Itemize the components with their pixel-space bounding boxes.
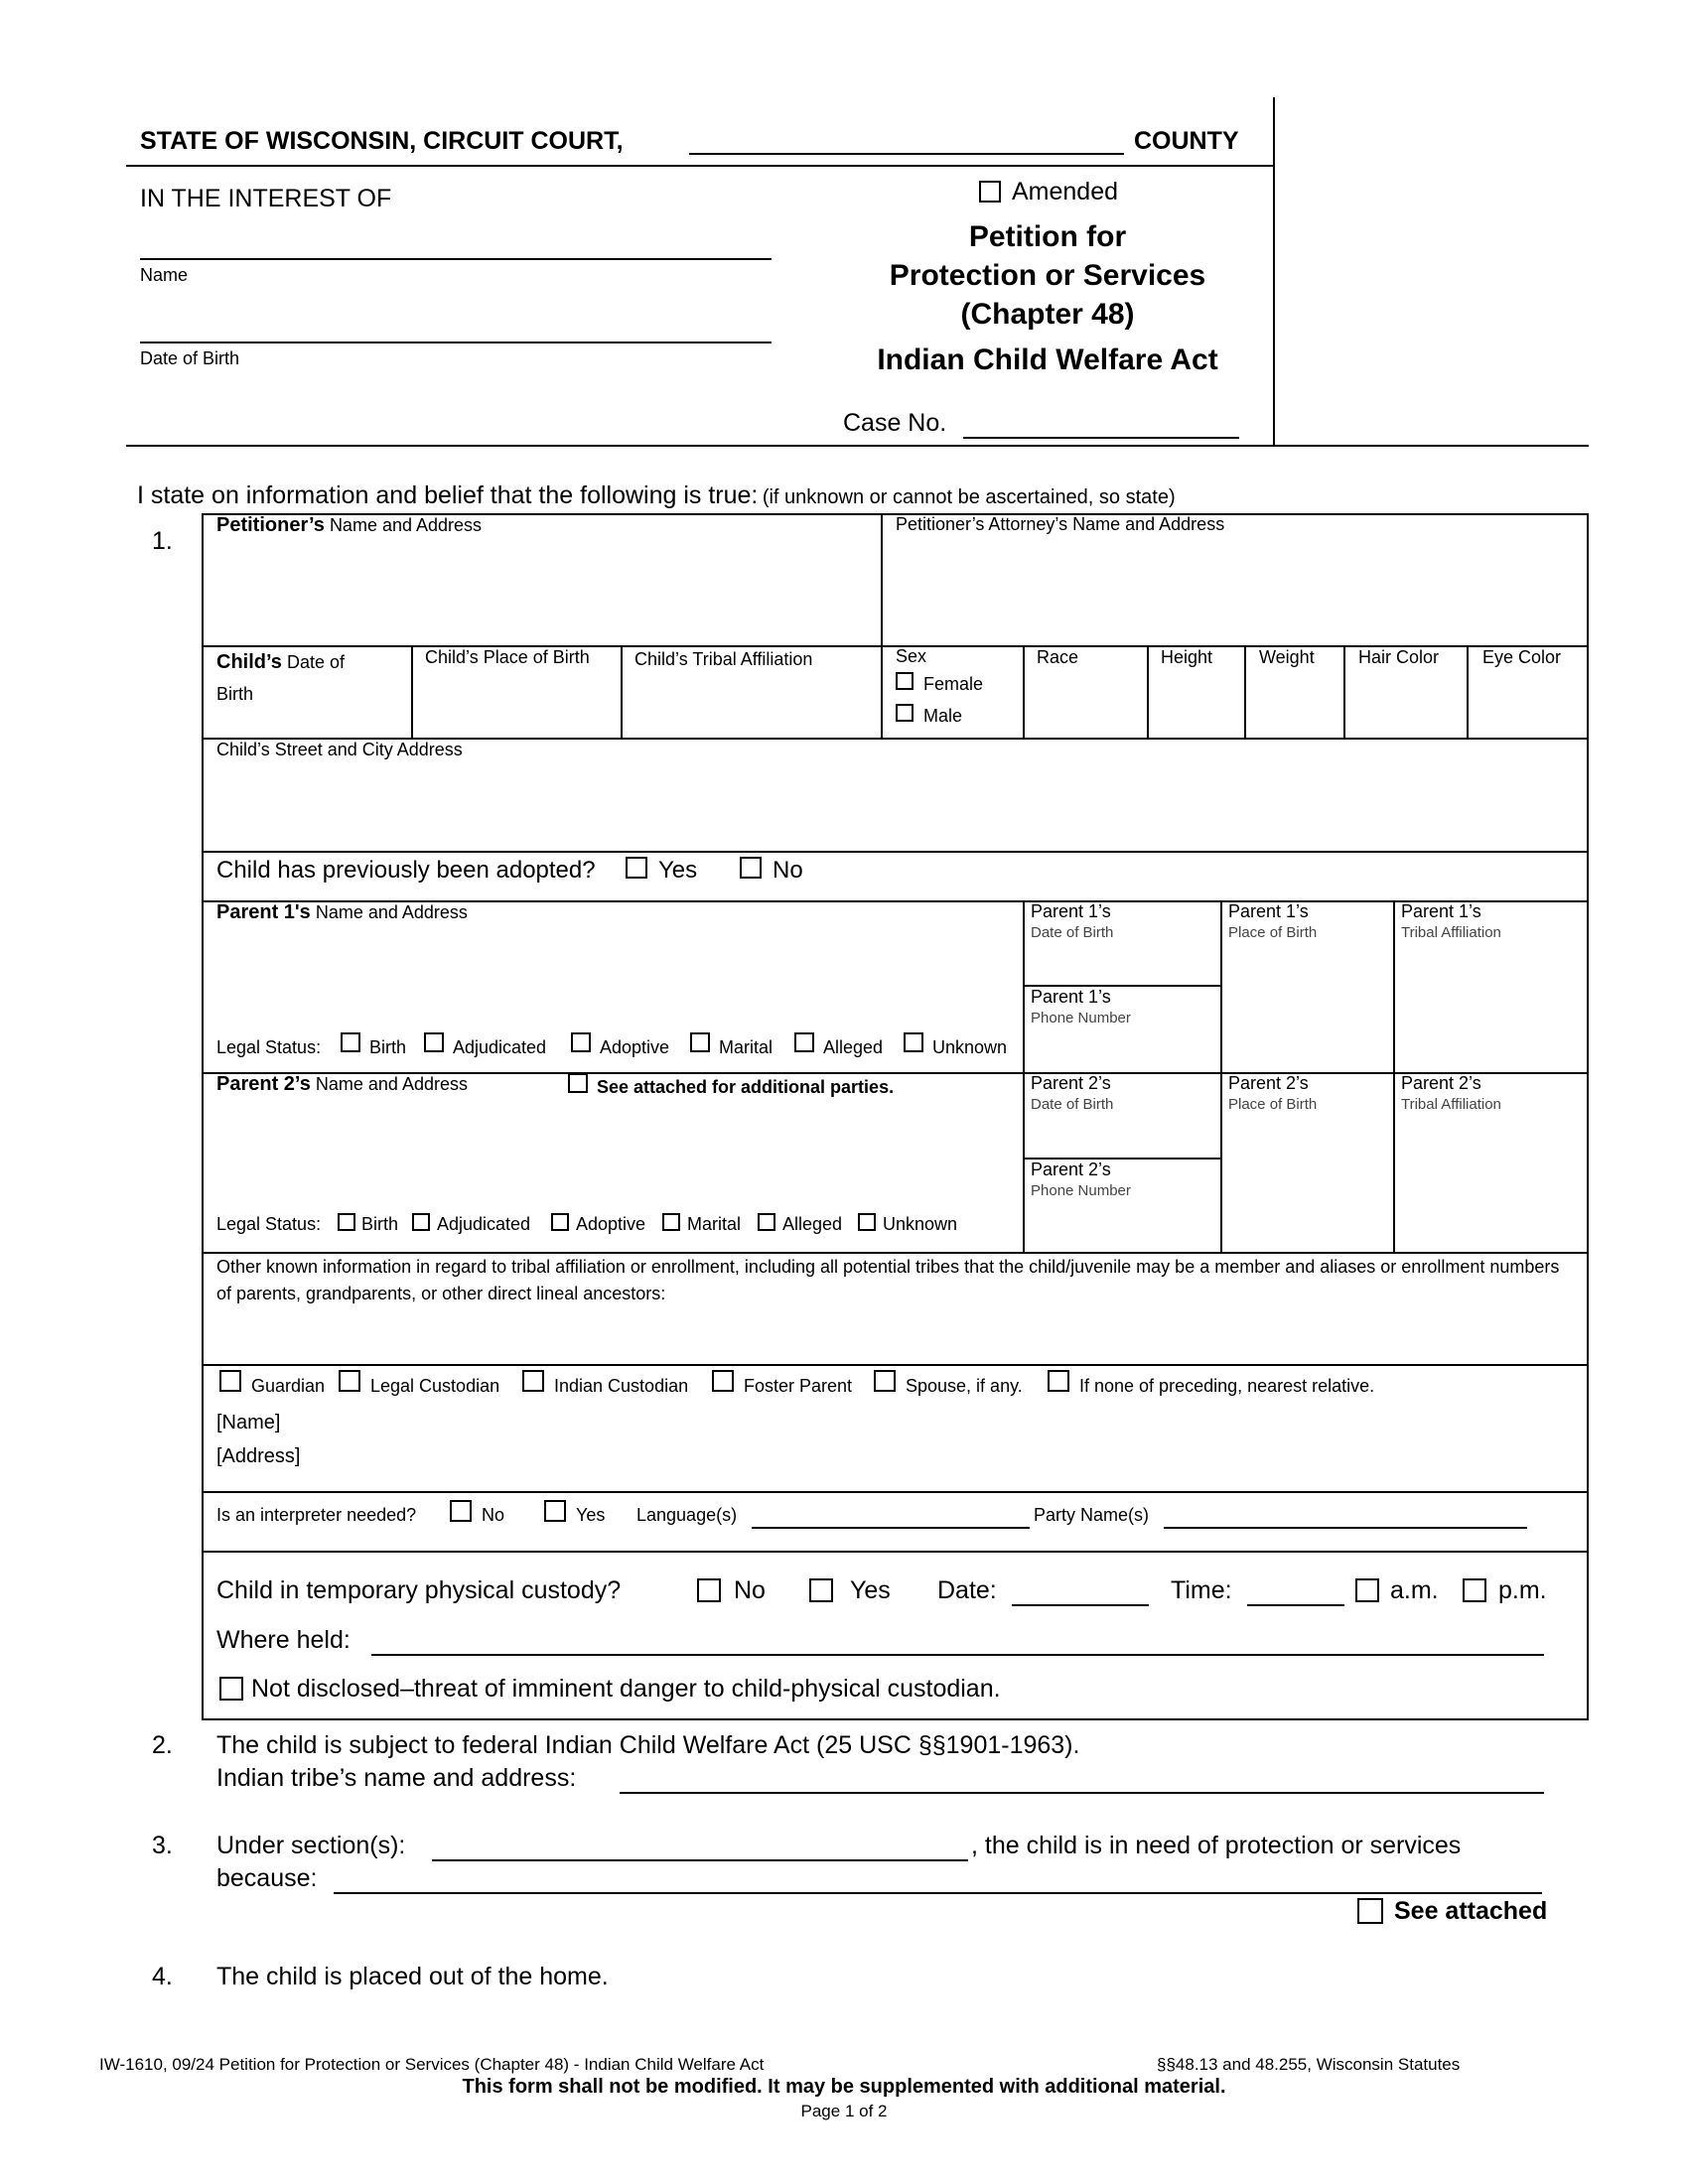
div-b: [621, 645, 623, 738]
interpreter-yes-label: Yes: [576, 1505, 606, 1525]
attorney-name-address[interactable]: Petitioner’s Attorney’s Name and Address: [896, 514, 1225, 534]
under-sections-label: Under section(s):: [216, 1832, 406, 1859]
parent1-dob-cell[interactable]: [1031, 901, 1113, 943]
sex-female-label: Female: [923, 674, 984, 694]
section-2-line1: The child is subject to federal Indian Child Welfare Act (25 USC §§1901-1963).: [216, 1731, 1080, 1759]
see-attached-parties-label: See attached for additional parties.: [597, 1077, 895, 1097]
am-checkbox[interactable]: [1355, 1578, 1379, 1602]
parent2-phone-sub: Phone Number: [1031, 1182, 1131, 1199]
div-e: [1244, 645, 1246, 738]
petitioner-name-address[interactable]: [216, 514, 482, 537]
parent2-legal-status-label: Legal Status:: [216, 1214, 322, 1234]
parent2-phone-title: Parent 2’s: [1031, 1160, 1111, 1179]
child-dob-cell[interactable]: [216, 646, 345, 710]
parent2-tribal-sub: Tribal Affiliation: [1401, 1096, 1501, 1113]
foster-parent-checkbox[interactable]: [712, 1370, 734, 1392]
sex-female-checkbox[interactable]: [896, 672, 914, 690]
indian-custodian-checkbox[interactable]: [522, 1370, 544, 1392]
parent2-tribal-cell[interactable]: [1401, 1073, 1501, 1115]
custody-yes-checkbox[interactable]: [809, 1578, 833, 1602]
county-field[interactable]: [689, 129, 1124, 155]
div-d: [1147, 645, 1149, 738]
parent2-ls-birth-label: Birth: [361, 1214, 399, 1234]
sex-male-label: Male: [923, 706, 963, 726]
nearest-relative-label: If none of preceding, nearest relative.: [1079, 1376, 1375, 1396]
parent2-label-rest: Name and Address: [315, 1074, 468, 1094]
parent1-pob-title: Parent 1’s: [1228, 901, 1309, 921]
div-a: [411, 645, 413, 738]
not-disclosed-label: Not disclosed–threat of imminent danger to child-physical custodian.: [251, 1675, 1001, 1703]
parent1-phone-cell[interactable]: [1031, 987, 1131, 1028]
parent1-ls-marital-checkbox[interactable]: [690, 1032, 710, 1052]
in-interest-label: IN THE INTEREST OF: [140, 185, 392, 212]
div-c: [1023, 645, 1025, 738]
parent2-name-address[interactable]: [216, 1073, 468, 1096]
form-title-1: Petition for: [968, 220, 1127, 253]
parent2-ls-marital-checkbox[interactable]: [662, 1213, 680, 1231]
languages-label: Language(s): [636, 1505, 738, 1525]
see-attached-parties-checkbox[interactable]: [568, 1073, 588, 1093]
child-street-cell[interactable]: Child’s Street and City Address: [216, 740, 463, 759]
parent1-name-address[interactable]: [216, 901, 468, 924]
parent1-ls-marital-label: Marital: [719, 1037, 774, 1057]
parent1-ls-birth-checkbox[interactable]: [341, 1032, 360, 1052]
party-names-label: Party Name(s): [1034, 1505, 1150, 1525]
interpreter-yes-checkbox[interactable]: [544, 1500, 566, 1522]
other-info-cell[interactable]: Other known information in regard to tribal affiliation or enrollment, including all potential tribes that the child/juvenile may be a member and aliases or enrollment numbers of parents, grandparents, or other direct lineal ancestors:: [216, 1257, 1560, 1303]
parent1-tribal-cell[interactable]: [1401, 901, 1501, 943]
parent2-ls-marital-label: Marital: [687, 1214, 742, 1234]
county-label: COUNTY: [1134, 127, 1239, 155]
parent1-pob-cell[interactable]: [1228, 901, 1317, 943]
need-protection-text: , the child is in need of protection or services: [971, 1832, 1462, 1859]
parent2-ls-alleged-checkbox[interactable]: [758, 1213, 775, 1231]
interpreter-no-label: No: [482, 1505, 505, 1525]
indian-custodian-label: Indian Custodian: [554, 1376, 689, 1396]
parent-right-divider: [1393, 900, 1395, 1252]
rule-guardian-top: [202, 1364, 1589, 1366]
intro-main: I state on information and belief that the following is true:: [137, 481, 759, 509]
petitioner-label-bold: Petitioner’s: [216, 514, 325, 536]
parent2-ls-birth-checkbox[interactable]: [338, 1213, 355, 1231]
intro-statement: [137, 481, 1176, 510]
parent2-ls-adopt-checkbox[interactable]: [551, 1213, 569, 1231]
custody-date-label: Date:: [937, 1576, 997, 1604]
div-f: [1343, 645, 1345, 738]
adopted-no-label: No: [773, 857, 803, 884]
footer-page-number: Page 1 of 2: [800, 2102, 888, 2120]
parent1-legal-status-label: Legal Status:: [216, 1037, 322, 1057]
parent2-dob-title: Parent 2’s: [1031, 1073, 1111, 1093]
section-1-number: 1.: [152, 527, 173, 555]
parent2-ls-adj-label: Adjudicated: [437, 1214, 531, 1234]
custody-time-label: Time:: [1171, 1576, 1232, 1604]
because-field[interactable]: [334, 1866, 1542, 1894]
foster-parent-label: Foster Parent: [744, 1376, 853, 1396]
parent1-label-rest: Name and Address: [315, 902, 468, 922]
race-cell[interactable]: Race: [1037, 647, 1079, 667]
parent1-tribal-sub: Tribal Affiliation: [1401, 924, 1501, 941]
parent1-ls-alleged-label: Alleged: [823, 1037, 884, 1057]
eye-color-cell[interactable]: Eye Color: [1482, 647, 1562, 667]
dob-label: Date of Birth: [140, 348, 240, 368]
adopted-question: Child has previously been adopted?: [216, 857, 596, 884]
adopted-yes-checkbox[interactable]: [626, 857, 647, 879]
where-held-field[interactable]: [371, 1628, 1544, 1656]
case-no-label: Case No.: [843, 409, 947, 437]
parent1-ls-adj-checkbox[interactable]: [424, 1032, 444, 1052]
parent1-ls-adj-label: Adjudicated: [453, 1037, 547, 1057]
form-title-3: (Chapter 48): [960, 298, 1135, 331]
guardian-label: Guardian: [251, 1376, 326, 1396]
relative-address-field[interactable]: [Address]: [216, 1445, 301, 1467]
rule-interpreter-top: [202, 1491, 1589, 1493]
height-cell[interactable]: Height: [1161, 647, 1213, 667]
parent2-ls-adopt-label: Adoptive: [576, 1214, 646, 1234]
section-2-line2: Indian tribe’s name and address:: [216, 1764, 577, 1792]
form-title-2: Protection or Services: [889, 259, 1206, 292]
parent2-pob-sub: Place of Birth: [1228, 1096, 1318, 1113]
custody-question: Child in temporary physical custody?: [216, 1576, 622, 1604]
parent1-ls-adopt-checkbox[interactable]: [571, 1032, 591, 1052]
spouse-checkbox[interactable]: [874, 1370, 896, 1392]
parent2-ls-unknown-checkbox[interactable]: [858, 1213, 876, 1231]
legal-custodian-label: Legal Custodian: [370, 1376, 500, 1396]
petitioner-label-rest: Name and Address: [329, 515, 483, 535]
case-no-field[interactable]: [963, 413, 1239, 439]
parent1-label-bold: Parent 1's: [216, 901, 311, 923]
footer-notice: This form shall not be modified. It may be supplemented with additional material.: [462, 2076, 1226, 2098]
parent2-dob-sub: Date of Birth: [1031, 1096, 1114, 1113]
adopted-no-checkbox[interactable]: [740, 857, 762, 879]
child-label-bold: Child’s: [216, 651, 282, 673]
child-tribal-cell[interactable]: Child’s Tribal Affiliation: [634, 649, 813, 669]
footer-statutes: §§48.13 and 48.255, Wisconsin Statutes: [1157, 2055, 1461, 2074]
section-4-number: 4.: [152, 1963, 173, 1990]
rule-custody-top: [202, 1551, 1589, 1553]
child-label-birth: Birth: [216, 684, 254, 704]
court-label: STATE OF WISCONSIN, CIRCUIT COURT,: [140, 127, 624, 155]
party-names-field[interactable]: [1164, 1507, 1527, 1529]
parent1-dob-sub: Date of Birth: [1031, 924, 1114, 941]
where-held-label: Where held:: [216, 1626, 351, 1654]
child-label-dob: Date of: [286, 652, 345, 672]
intro-note: (if unknown or cannot be ascertained, so state): [762, 486, 1176, 508]
child-pob-cell[interactable]: Child’s Place of Birth: [425, 647, 590, 667]
name-label: Name: [140, 265, 189, 285]
sections-field[interactable]: [432, 1834, 968, 1861]
because-label: because:: [216, 1864, 318, 1892]
parent-left-divider: [1023, 900, 1025, 1252]
not-disclosed-checkbox[interactable]: [219, 1677, 243, 1701]
parent-mid-divider: [1220, 900, 1222, 1252]
petitioner-divider: [881, 513, 883, 738]
parent2-ls-unknown-label: Unknown: [883, 1214, 958, 1234]
parent1-ls-adopt-label: Adoptive: [600, 1037, 670, 1057]
tribe-name-address-field[interactable]: [620, 1766, 1544, 1794]
footer-form-id: IW-1610, 09/24 Petition for Protection or Services (Chapter 48) - Indian Child Welfare Act: [99, 2055, 765, 2074]
rule-adopted-top: [202, 851, 1589, 853]
parent1-phone-title: Parent 1’s: [1031, 987, 1111, 1007]
amended-label: Amended: [1012, 178, 1119, 205]
parent1-ls-unknown-checkbox[interactable]: [904, 1032, 923, 1052]
section-4-text: The child is placed out of the home.: [216, 1963, 609, 1990]
relative-name-field[interactable]: [Name]: [216, 1412, 281, 1433]
hair-color-cell[interactable]: Hair Color: [1358, 647, 1440, 667]
nearest-relative-checkbox[interactable]: [1048, 1370, 1069, 1392]
section-1-table: [202, 513, 1589, 1720]
parent2-phone-cell[interactable]: [1031, 1160, 1131, 1201]
see-attached-checkbox[interactable]: [1357, 1898, 1383, 1924]
parent2-label-bold: Parent 2’s: [216, 1073, 311, 1095]
custody-yes-label: Yes: [850, 1576, 891, 1604]
child-name-field[interactable]: [140, 236, 772, 260]
parent2-ls-adj-checkbox[interactable]: [412, 1213, 430, 1231]
header-rule: [126, 165, 1273, 167]
parent2-ls-alleged-label: Alleged: [782, 1214, 843, 1234]
custody-time-field[interactable]: [1247, 1578, 1344, 1606]
am-label: a.m.: [1390, 1576, 1439, 1604]
parent1-ls-unknown-label: Unknown: [932, 1037, 1008, 1057]
parent1-tribal-title: Parent 1’s: [1401, 901, 1481, 921]
child-dob-field[interactable]: [140, 320, 772, 343]
custody-date-field[interactable]: [1012, 1578, 1149, 1606]
parent2-tribal-title: Parent 2’s: [1401, 1073, 1481, 1093]
parent1-phone-sub: Phone Number: [1031, 1010, 1131, 1026]
section-3-number: 3.: [152, 1832, 173, 1859]
pm-checkbox[interactable]: [1463, 1578, 1486, 1602]
parent2-pob-title: Parent 2’s: [1228, 1073, 1309, 1093]
parent1-ls-alleged-checkbox[interactable]: [794, 1032, 814, 1052]
guardian-checkbox[interactable]: [219, 1370, 241, 1392]
legal-custodian-checkbox[interactable]: [339, 1370, 360, 1392]
form-title-4: Indian Child Welfare Act: [877, 343, 1218, 376]
sex-label: Sex: [896, 646, 927, 666]
spouse-label: Spouse, if any.: [906, 1376, 1023, 1396]
custody-no-checkbox[interactable]: [697, 1578, 721, 1602]
parent1-pob-sub: Place of Birth: [1228, 924, 1318, 941]
parent1-dob-title: Parent 1’s: [1031, 901, 1111, 921]
adopted-yes-label: Yes: [658, 857, 698, 884]
div-g: [1467, 645, 1469, 738]
interpreter-question: Is an interpreter needed?: [216, 1505, 417, 1525]
parent2-pob-cell[interactable]: [1228, 1073, 1317, 1115]
pm-label: p.m.: [1498, 1576, 1547, 1604]
weight-cell[interactable]: Weight: [1259, 647, 1315, 667]
parent2-dob-cell[interactable]: [1031, 1073, 1113, 1115]
custody-no-label: No: [734, 1576, 766, 1604]
header-bottom-rule: [126, 445, 1589, 447]
parent1-ls-birth-label: Birth: [369, 1037, 407, 1057]
sex-male-checkbox[interactable]: [896, 704, 914, 722]
languages-field[interactable]: [752, 1507, 1030, 1529]
amended-checkbox[interactable]: [979, 181, 1001, 203]
see-attached-label: See attached: [1394, 1897, 1548, 1925]
interpreter-no-checkbox[interactable]: [450, 1500, 472, 1522]
section-2-number: 2.: [152, 1731, 173, 1759]
